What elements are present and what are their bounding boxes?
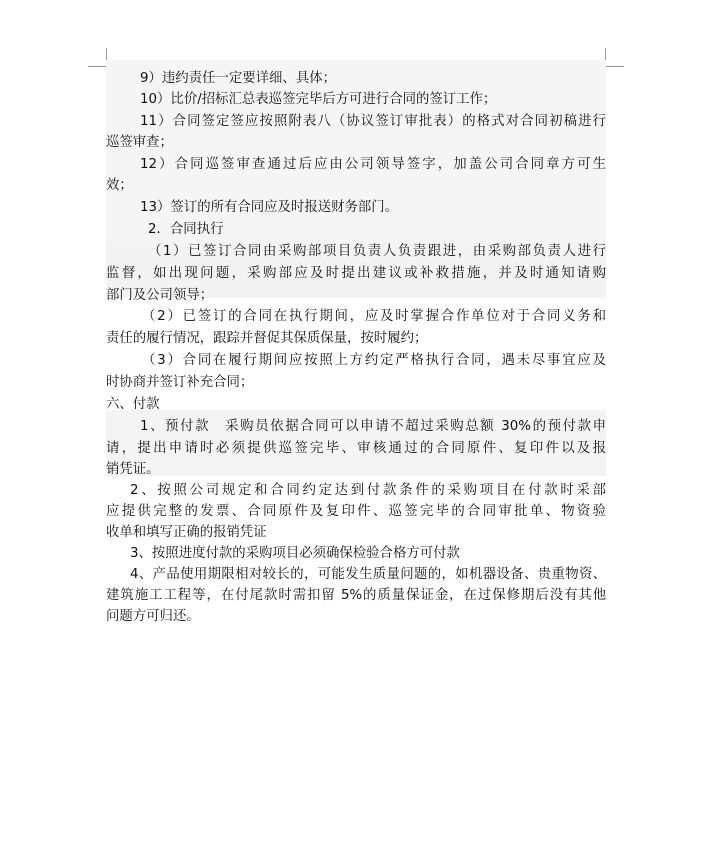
paragraph-line: 9）违约责任一定要详细、具体； bbox=[140, 71, 336, 86]
paragraph-line: 建筑施工工程等，在付尾款时需扣留 5%的质量保证金，在过保修期后没有其他 bbox=[106, 588, 606, 603]
paragraph-line: 问题方可归还。 bbox=[106, 609, 200, 624]
paragraph-line: 10）比价/招标汇总表巡签完毕后方可进行合同的签订工作； bbox=[140, 92, 497, 107]
paragraph-line: 销凭证。 bbox=[106, 462, 160, 477]
paragraph-line: 4、产品使用期限相对较长的，可能发生质量问题的，如机器设备、贵重物资、 bbox=[130, 567, 606, 582]
page-corner-mark-top-right bbox=[605, 48, 624, 67]
paragraph-line: 13）签订的所有合同应及时报送财务部门。 bbox=[140, 200, 399, 215]
paragraph-line: 11）合同签定签应按照附表八（协议签订审批表）的格式对合同初稿进行 bbox=[140, 114, 606, 129]
paragraph-line: 巡签审查； bbox=[106, 135, 173, 150]
paragraph-line: （2）已签订的合同在执行期间，应及时掌握合作单位对于合同义务和 bbox=[142, 309, 606, 324]
paragraph-line: （3）合同在履行期间应按照上方约定严格执行合同，遇未尽事宜应及 bbox=[142, 353, 606, 368]
paragraph-line: 请，提出申请时必须提供巡签完毕、审核通过的合同原件、复印件以及报 bbox=[106, 441, 606, 456]
section-heading: 2．合同执行 bbox=[148, 222, 224, 237]
page-corner-mark-top-left bbox=[88, 48, 107, 67]
paragraph-line: 收单和填写正确的报销凭证 bbox=[106, 525, 267, 540]
paragraph-line: 12）合同巡签审查通过后应由公司领导签字，加盖公司合同章方可生 bbox=[140, 157, 606, 172]
paragraph-line: 时协商并签订补充合同； bbox=[106, 375, 254, 390]
paragraph-line: 责任的履行情况，跟踪并督促其保质保量，按时履约； bbox=[106, 331, 428, 346]
paragraph-line: 1、预付款 采购员依据合同可以申请不超过采购总额 30%的预付款申 bbox=[140, 419, 606, 434]
paragraph-line: （1）已签订合同由采购部项目负责人负责跟进，由采购部负责人进行 bbox=[148, 244, 606, 259]
paragraph-line: 效； bbox=[106, 178, 133, 193]
paragraph-line: 2、按照公司规定和合同约定达到付款条件的采购项目在付款时采部 bbox=[130, 483, 606, 498]
paragraph-line: 3、按照进度付款的采购项目必须确保检验合格方可付款 bbox=[130, 546, 460, 561]
paragraph-line: 监督，如出现问题，采购部应及时提出建议或补救措施，并及时通知请购 bbox=[106, 266, 606, 281]
paragraph-line: 应提供完整的发票、合同原件及复印件、巡签完毕的合同审批单、物资验 bbox=[106, 504, 606, 519]
paragraph-line: 部门及公司领导； bbox=[106, 288, 214, 303]
section-heading: 六、付款 bbox=[106, 397, 160, 412]
